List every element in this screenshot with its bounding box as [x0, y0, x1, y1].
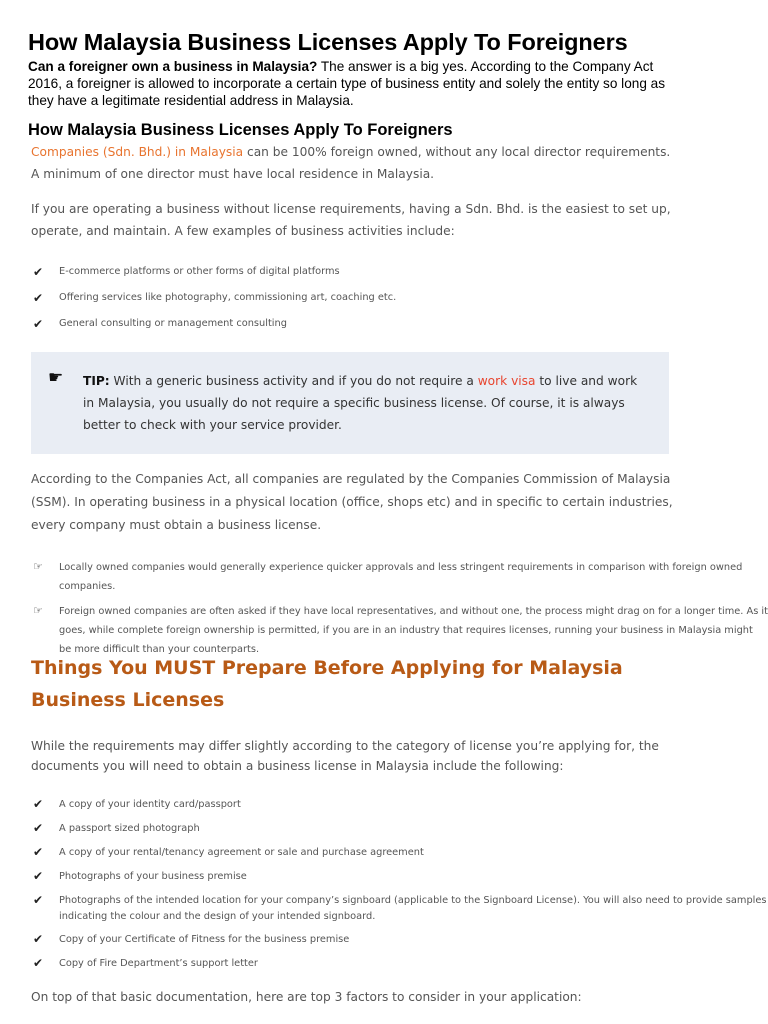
list-item [33, 265, 396, 291]
tip-box [31, 352, 669, 454]
list-item-text: Offering services like photography, commissioning art, coaching etc. [59, 292, 397, 303]
factors-paragraph: On top of that basic documentation, here are top 3 factors to consider in your application: [31, 990, 582, 1004]
prepare-heading: Things You MUST Prepare Before Applying for Malaysia Business Licenses [31, 657, 623, 711]
list-item-text: Locally owned companies would generally experience quicker approvals and less stringent requirements in comparison with foreign owned companies. [59, 562, 743, 592]
companies-paragraph [31, 141, 671, 185]
list-item [33, 602, 768, 659]
list-item-text: Copy of Fire Department’s support letter [59, 958, 258, 969]
list-item [33, 869, 768, 893]
intro-question: Can a foreigner own a business in Malaysia? [28, 59, 318, 74]
operating-paragraph: If you are operating a business without license requirements, having a Sdn. Bhd. is the easiest to set up, operate, and maintain. A few examples of business activities include: [31, 202, 671, 238]
tip-text-before: With a generic business activity and if you do not require a [109, 374, 478, 388]
list-item-text: Foreign owned companies are often asked if they have local representatives, and without one, the process might drag on for a longer time. As it goes, while complete foreign ownership is permitted, if you are in an industry that requires licenses, running your business in Malaysia might be more difficult than your counterparts. [59, 606, 768, 655]
list-item [33, 845, 768, 869]
check-icon: ✔ [33, 932, 44, 946]
work-visa-link[interactable]: work visa [477, 374, 536, 388]
list-item-text: General consulting or management consulting [59, 318, 287, 329]
list-item [33, 558, 768, 596]
pointing-hand-icon: ☞ [33, 560, 43, 573]
section-subtitle: How Malaysia Business Licenses Apply To Foreigners [28, 121, 453, 139]
list-item [33, 291, 396, 317]
intro-paragraph [28, 58, 688, 109]
requirements-paragraph: While the requirements may differ slightly according to the category of license you’re applying for, the documents you will need to obtain a business license in Malaysia include the following: [31, 739, 659, 773]
tip-label: TIP: [83, 374, 110, 388]
pointing-hand-icon: ☛ [48, 368, 64, 387]
list-item [33, 821, 768, 845]
ownership-notes-list [33, 558, 768, 659]
check-icon: ✔ [33, 869, 44, 883]
list-item-text: A passport sized photograph [59, 823, 200, 834]
companies-link[interactable]: Companies (Sdn. Bhd.) in Malaysia [31, 145, 244, 159]
documents-list [33, 797, 768, 980]
list-item-text: Copy of your Certificate of Fitness for the business premise [59, 934, 350, 945]
companies-text: can be 100% foreign owned, without any local director requirements. A minimum of one director must have local residence in Malaysia. [31, 145, 671, 181]
list-item-text: Photographs of your business premise [59, 871, 247, 882]
list-item-text: E-commerce platforms or other forms of digital platforms [59, 266, 340, 277]
list-item [33, 956, 768, 980]
list-item [33, 797, 768, 821]
check-icon: ✔ [33, 797, 44, 811]
tip-text-after: to live and work in Malaysia, you usually do not require a specific business license. Of course, it is always better to check with your service provider. [83, 374, 638, 432]
tip-text [83, 370, 643, 436]
check-icon: ✔ [33, 845, 44, 859]
list-item [33, 932, 768, 956]
check-icon: ✔ [33, 821, 44, 835]
companies-act-paragraph: According to the Companies Act, all companies are regulated by the Companies Commission of Malaysia (SSM). In operating business in a physical location (office, shops etc) and in specific to certain industries, every company must obtain a business license. [31, 472, 673, 532]
list-item [33, 893, 768, 932]
intro-answer: The answer is a big yes. According to the Company Act 2016, a foreigner is allowed to incorporate a certain type of business entity and solely the entity so long as they have a legitimate residential address in Malaysia. [28, 59, 666, 108]
list-item [33, 317, 396, 343]
check-icon: ✔ [33, 265, 44, 279]
page-title: How Malaysia Business Licenses Apply To Foreigners [28, 29, 628, 55]
check-icon: ✔ [33, 317, 44, 331]
check-icon: ✔ [33, 956, 44, 970]
list-item-text: A copy of your identity card/passport [59, 799, 241, 810]
pointing-hand-icon: ☞ [33, 604, 43, 617]
examples-list [33, 265, 396, 343]
check-icon: ✔ [33, 893, 44, 907]
list-item-text: Photographs of the intended location for your company’s signboard (applicable to the Signboard License). You will also need to provide samples indicating the colour and the design of your intended signboard. [59, 895, 767, 922]
check-icon: ✔ [33, 291, 44, 305]
list-item-text: A copy of your rental/tenancy agreement or sale and purchase agreement [59, 847, 424, 858]
